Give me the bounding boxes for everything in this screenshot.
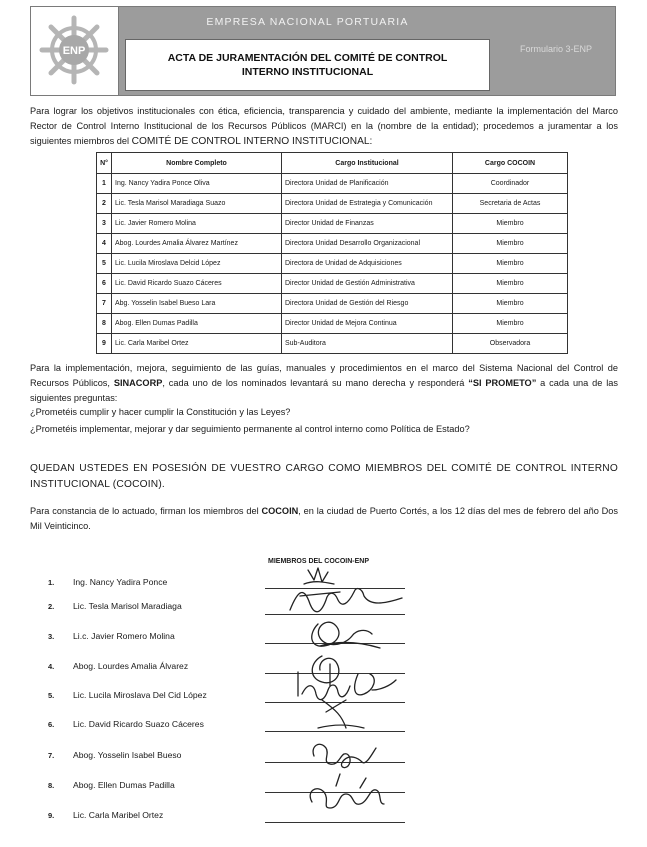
intro-paragraph: [30, 104, 618, 149]
col-name: Nombre Completo: [112, 153, 282, 174]
row-num: 3: [97, 214, 112, 234]
closing-paragraph: [30, 504, 618, 534]
form-code: Formulario 3-ENP: [519, 44, 593, 54]
row-cargo: Director Unidad de Mejora Continua: [282, 314, 453, 334]
row-num: 7: [97, 294, 112, 314]
sinacorp-label: SINACORP: [113, 378, 163, 388]
row-cargo: Director Unidad de Gestión Administrativa: [282, 274, 453, 294]
col-num: N°: [97, 153, 112, 174]
member-name: Lic. Carla Maribel Ortez: [73, 810, 164, 820]
row-name: Abog. Lourdes Amalia Álvarez Martínez: [112, 234, 282, 254]
row-name: Lic. Javier Romero Molina: [112, 214, 282, 234]
row-num: 1: [97, 174, 112, 194]
row-cargo: Directora de Unidad de Adquisiciones: [282, 254, 453, 274]
member-num: 4.: [48, 662, 55, 671]
row-name: Abog. Ellen Dumas Padilla: [112, 314, 282, 334]
signature-member: [48, 661, 188, 671]
row-name: Lic. Tesla Marisol Maradiaga Suazo: [112, 194, 282, 214]
ship-wheel-icon: [39, 15, 109, 85]
procedure-part2: , cada uno de los nominados levantará su mano derecha y responderá: [162, 378, 465, 388]
signature-member: [48, 577, 167, 587]
logo: [31, 7, 119, 95]
title-box: [125, 39, 490, 91]
row-cocoin: Miembro: [453, 214, 568, 234]
svg-text:ENP: ENP: [62, 45, 86, 57]
col-cargo: Cargo Institucional: [282, 153, 453, 174]
signature-member: [48, 750, 181, 760]
table-row: [97, 234, 568, 254]
member-num: 3.: [48, 632, 55, 641]
signature-member: [48, 719, 204, 729]
committee-name: COMITÉ DE CONTROL INTERNO INSTITUCIONAL:: [131, 136, 373, 147]
handwritten-signatures: [260, 566, 440, 836]
table-row: [97, 174, 568, 194]
row-cocoin: Miembro: [453, 234, 568, 254]
member-name: Abog. Ellen Dumas Padilla: [73, 780, 175, 790]
row-num: 2: [97, 194, 112, 214]
signature-member: [48, 601, 182, 611]
signature-3: [312, 622, 380, 648]
member-num: 2.: [48, 602, 55, 611]
table-header-row: [97, 153, 568, 174]
row-cocoin: Miembro: [453, 314, 568, 334]
procedure-part3: a cada una de las siguientes preguntas:: [30, 378, 618, 403]
row-num: 6: [97, 274, 112, 294]
row-cargo: Directora Unidad de Estrategia y Comunicación: [282, 194, 453, 214]
procedure-paragraph: [30, 361, 618, 406]
row-cocoin: Miembro: [453, 274, 568, 294]
table-row: [97, 254, 568, 274]
closing-part2: , en la ciudad de Puerto Cortés, a los 12 días del mes de febrero del año Dos Mil Veinticinco.: [30, 506, 618, 531]
signature-4: [312, 656, 339, 686]
cocoin-label: COCOIN: [261, 506, 299, 516]
signature-member: [48, 631, 175, 641]
signature-5: [298, 672, 396, 700]
member-name: Lic. Tesla Marisol Maradiaga: [73, 601, 182, 611]
member-name: Lic. David Ricardo Suazo Cáceres: [73, 719, 204, 729]
signature-member: [48, 780, 175, 790]
row-num: 9: [97, 334, 112, 354]
document-header: [30, 6, 616, 96]
signature-1: [304, 568, 334, 584]
member-num: 5.: [48, 691, 55, 700]
intro-text: Para lograr los objetivos institucionales con ética, eficiencia, transparencia y cuidado del ambiente, mediante la implementación del Marco Rector de Control Interno Institucional de los Recursos Públicos (MARCI) en la (nombre de la entidad); procedemos a juramentar a los siguientes miembros del: [30, 106, 618, 146]
row-name: Abg. Yosselin Isabel Bueso Lara: [112, 294, 282, 314]
possession-statement: QUEDAN USTEDES EN POSESIÓN DE VUESTRO CARGO COMO MIEMBROS DEL COMITÉ DE CONTROL INTERNO INSTITUCIONAL (COCOIN).: [30, 463, 618, 490]
row-num: 8: [97, 314, 112, 334]
row-num: 4: [97, 234, 112, 254]
row-cocoin: Miembro: [453, 254, 568, 274]
member-name: Li.c. Javier Romero Molina: [73, 631, 175, 641]
row-cocoin: Observadora: [453, 334, 568, 354]
col-cocoin: Cargo COCOIN: [453, 153, 568, 174]
row-cargo: Directora Unidad Desarrollo Organizacional: [282, 234, 453, 254]
procedure-part1: Para la implementación, mejora, seguimiento de las guías, manuales y procedimientos en el marco del Sistema Nacional del Control de Recursos Públicos,: [30, 363, 618, 388]
signatures-title: MIEMBROS DEL COCOIN-ENP: [268, 558, 369, 565]
prometo-label: “SI PROMETO”: [468, 378, 537, 388]
member-num: 1.: [48, 578, 55, 587]
table-row: [97, 294, 568, 314]
row-name: Ing. Nancy Yadira Ponce Oliva: [112, 174, 282, 194]
member-num: 7.: [48, 751, 55, 760]
document-title: ACTA DE JURAMENTACIÓN DEL COMITÉ DE CONTROL INTERNO INSTITUCIONAL: [167, 52, 448, 78]
closing-part1: Para constancia de lo actuado, firman los miembros del: [30, 506, 259, 516]
row-num: 5: [97, 254, 112, 274]
table-row: [97, 194, 568, 214]
company-name: EMPRESA NACIONAL PORTUARIA: [206, 16, 409, 28]
members-table: [96, 152, 568, 354]
row-name: Lic. Carla Maribel Ortez: [112, 334, 282, 354]
signature-6: [318, 700, 364, 728]
member-name: Lic. Lucila Miroslava Del Cid López: [73, 690, 207, 700]
member-name: Abog. Yosselin Isabel Bueso: [73, 750, 182, 760]
question-1: ¿Prometéis cumplir y hacer cumplir la Constitución y las Leyes?: [30, 407, 291, 417]
row-name: Lic. David Ricardo Suazo Cáceres: [112, 274, 282, 294]
table-row: [97, 214, 568, 234]
signature-8: [310, 774, 384, 808]
signature-member: [48, 810, 163, 820]
row-cargo: Director Unidad de Finanzas: [282, 214, 453, 234]
row-cargo: Directora Unidad de Planificación: [282, 174, 453, 194]
member-name: Ing. Nancy Yadira Ponce: [73, 577, 168, 587]
signature-member: [48, 690, 207, 700]
row-name: Lic. Lucila Miroslava Delcid López: [112, 254, 282, 274]
member-name: Abog. Lourdes Amalia Álvarez: [73, 661, 189, 671]
table-row: [97, 274, 568, 294]
member-num: 8.: [48, 781, 55, 790]
signature-7: [313, 744, 376, 767]
row-cargo: Directora Unidad de Gestión del Riesgo: [282, 294, 453, 314]
row-cargo: Sub-Auditora: [282, 334, 453, 354]
table-row: [97, 334, 568, 354]
row-cocoin: Secretaria de Actas: [453, 194, 568, 214]
member-num: 6.: [48, 720, 55, 729]
table-row: [97, 314, 568, 334]
question-2: ¿Prometéis implementar, mejorar y dar seguimiento permanente al control interno como Política de Estado?: [30, 424, 470, 434]
row-cocoin: Miembro: [453, 294, 568, 314]
signature-2: [290, 589, 402, 612]
member-num: 9.: [48, 811, 55, 820]
row-cocoin: Coordinador: [453, 174, 568, 194]
